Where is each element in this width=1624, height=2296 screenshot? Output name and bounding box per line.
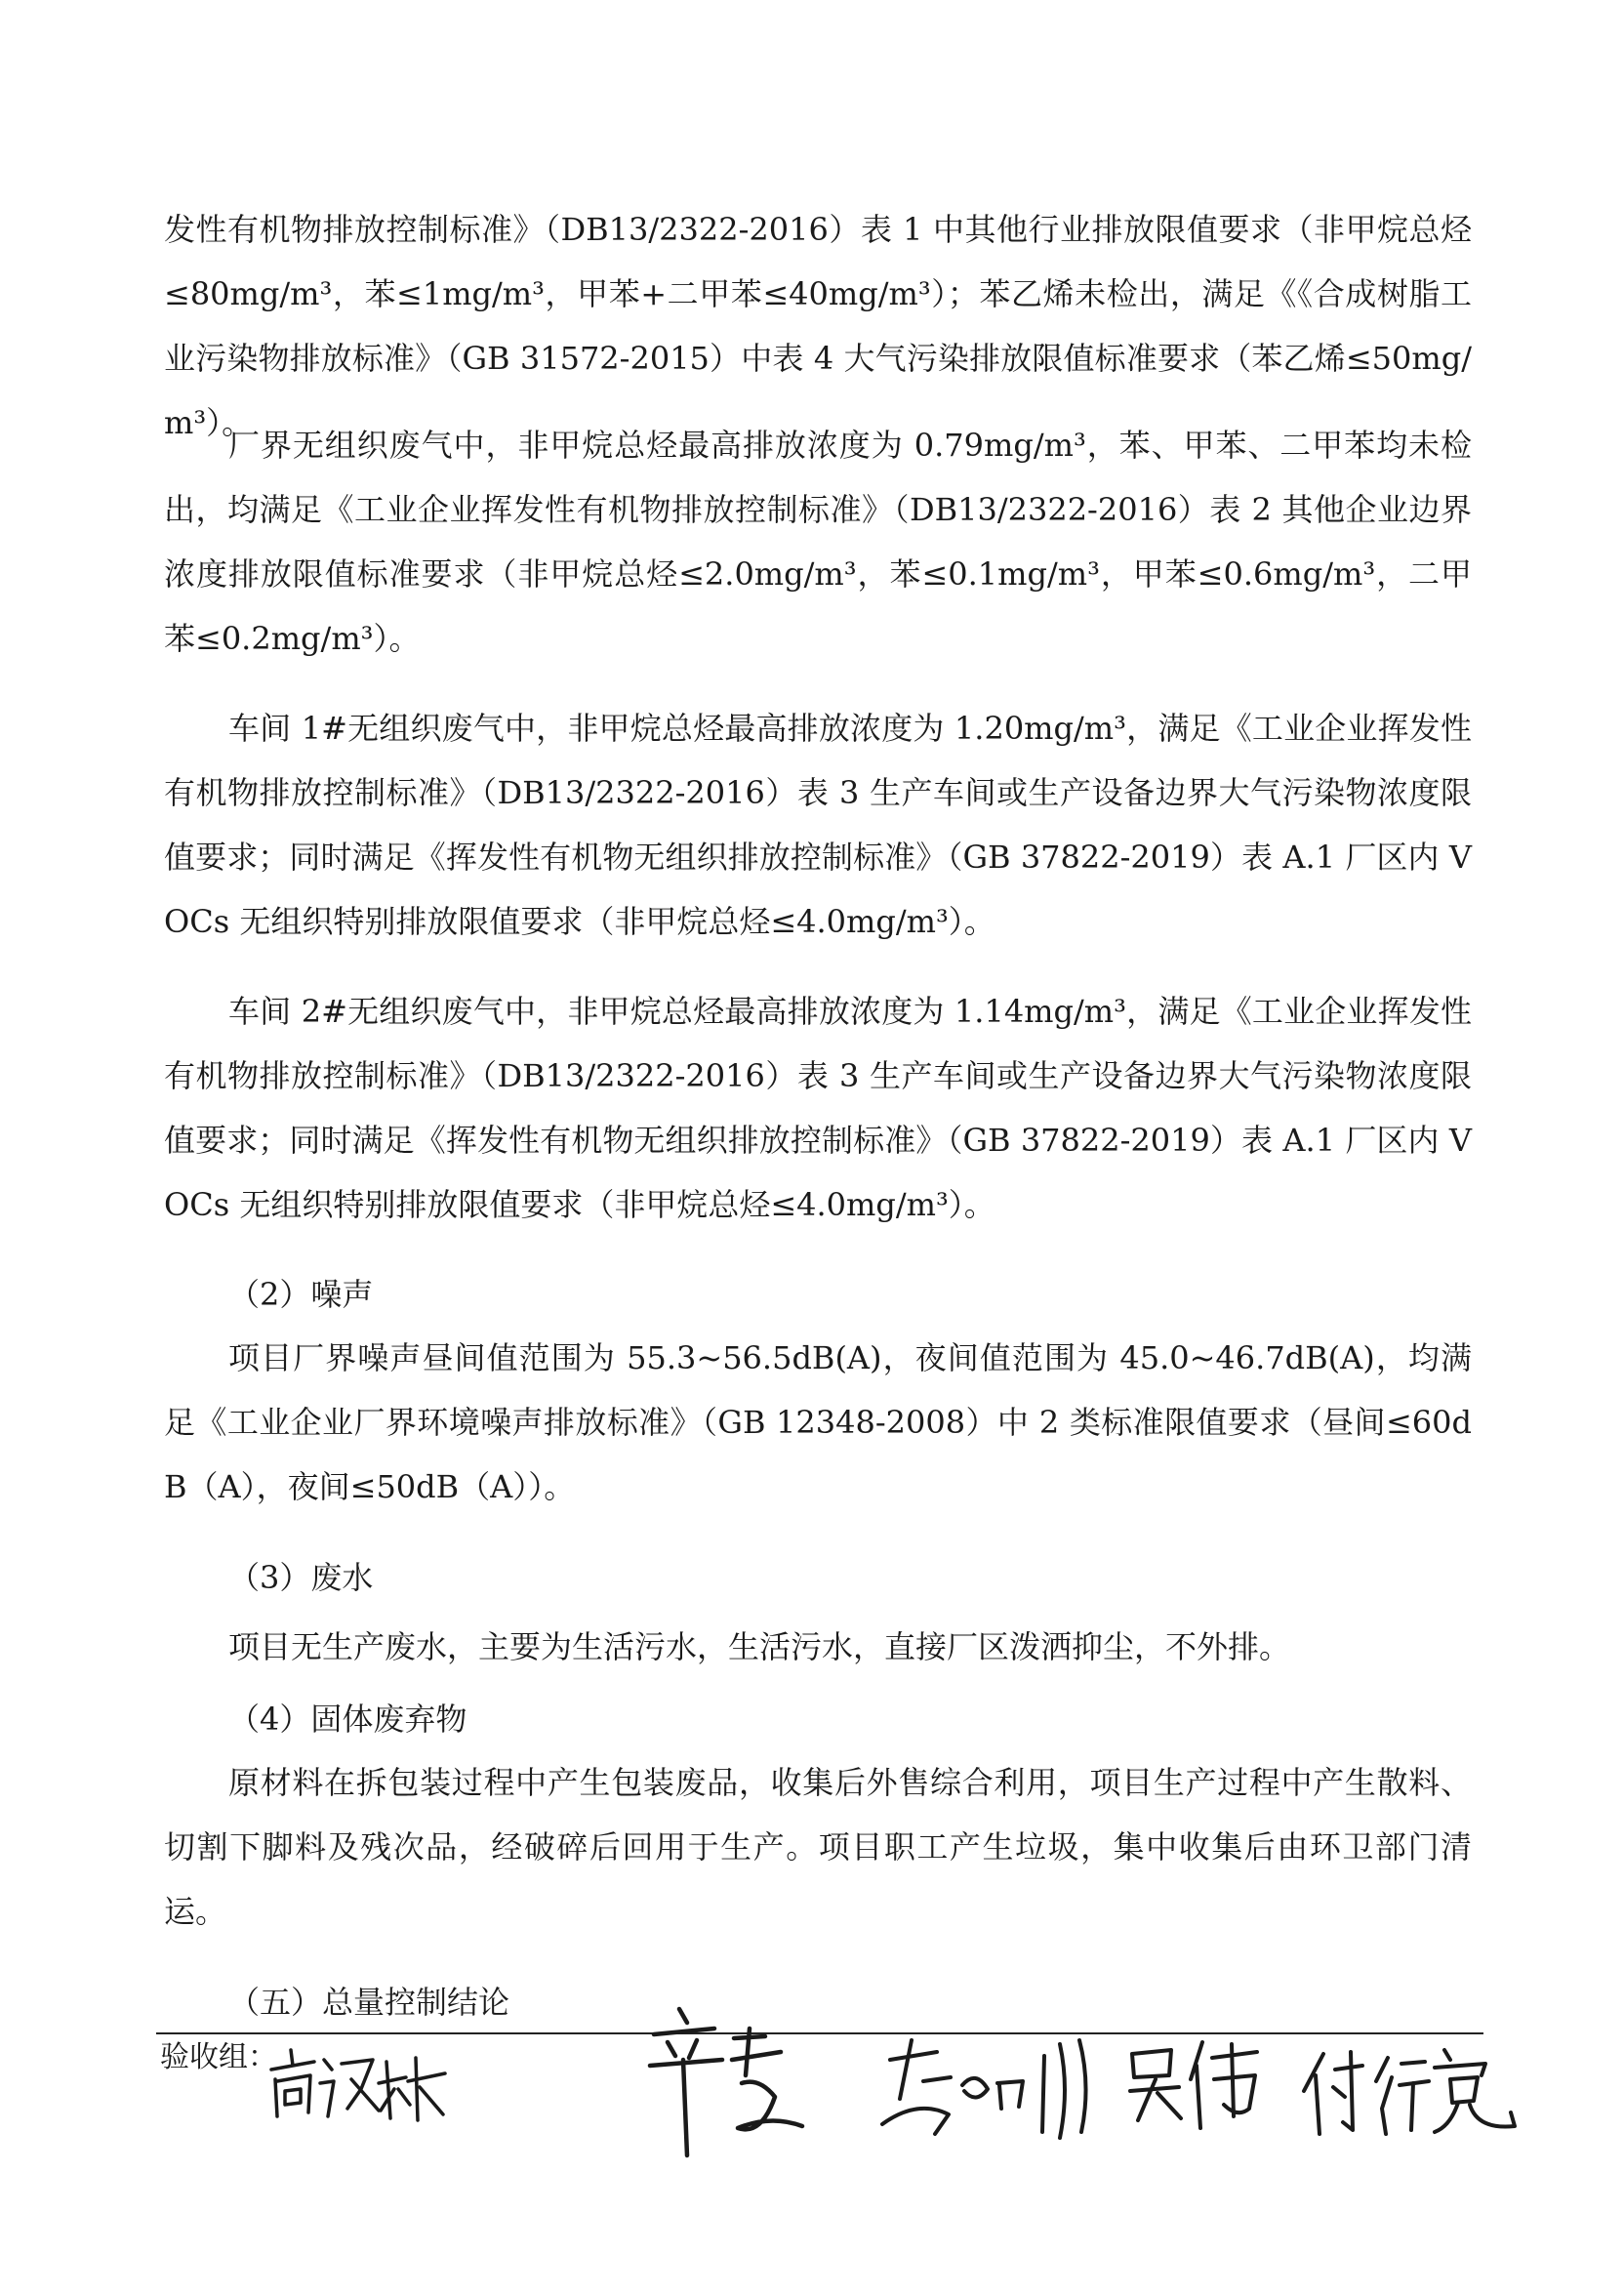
signature-wu	[1122, 2030, 1269, 2138]
paragraph-workshop-2: 车间 2#无组织废气中，非甲烷总烃最高排放浓度为 1.14mg/m³，满足《工业企业挥发性有机物排放控制标准》（DB13/2322-2016）表 3 生产车间或生产设备边界大气污染物浓度限值要求；同时满足《挥发性有机物无组织排放控制标准》（GB 37822-2019）表 A.1 厂区内 VOCs 无组织特别排放限值要求（非甲烷总烃≤4.0mg/m³）。	[164, 993, 1472, 1223]
signature-label: 验收组：	[160, 2040, 277, 2074]
paragraph-noise: 项目厂界噪声昼间值范围为 55.3~56.5dB(A)，夜间值范围为 45.0~46.7dB(A)，均满足《工业企业厂界环境噪声排放标准》（GB 12348-2008）中 2 类标准限值要求（昼间≤60dB（A），夜间≤50dB（A））。	[164, 1339, 1472, 1505]
signature-rule	[156, 2032, 1483, 2034]
signature-fu	[1298, 2036, 1542, 2144]
heading-noise: （2）噪声	[228, 1276, 374, 1313]
paragraph-workshop-1: 车间 1#无组织废气中，非甲烷总烃最高排放浓度为 1.20mg/m³，满足《工业企业挥发性有机物排放控制标准》（DB13/2322-2016）表 3 生产车间或生产设备边界大气污染物浓度限值要求；同时满足《挥发性有机物无组织排放控制标准》（GB 37822-2019）表 A.1 厂区内 VOCs 无组织特别排放限值要求（非甲烷总烃≤4.0mg/m³）。	[164, 710, 1472, 940]
heading-total-control: （五）总量控制结论	[228, 1984, 510, 2021]
signature-qin	[878, 2030, 1122, 2148]
signature-gao	[264, 2040, 459, 2128]
paragraph-solid-waste: 原材料在拆包装过程中产生包装废品，收集后外售综合利用，项目生产过程中产生散料、切割下脚料及残次品，经破碎后回用于生产。项目职工产生垃圾，集中收集后由环卫部门清运。	[164, 1764, 1472, 1930]
paragraph-voc-stack-limits: 发性有机物排放控制标准》（DB13/2322-2016）表 1 中其他行业排放限值要求（非甲烷总烃≤80mg/m³，苯≤1mg/m³，甲苯+二甲苯≤40mg/m³）；苯乙烯未检出，满足《《合成树脂工业污染物排放标准》（GB 31572-2015）中表 4 大气污染排放限值标准要求（苯乙烯≤50mg/m³）。	[164, 211, 1472, 441]
signature-xin	[644, 1999, 820, 2165]
heading-solid-waste: （4）固体废弃物	[228, 1701, 467, 1738]
heading-wastewater: （3）废水	[228, 1559, 374, 1596]
paragraph-boundary-fugitive: 厂界无组织废气中，非甲烷总烃最高排放浓度为 0.79mg/m³，苯、甲苯、二甲苯均未检出，均满足《工业企业挥发性有机物排放控制标准》（DB13/2322-2016）表 2 其他企业边界浓度排放限值标准要求（非甲烷总烃≤2.0mg/m³，苯≤0.1mg/m³，甲苯≤0.6mg/m³，二甲苯≤0.2mg/m³）。	[164, 427, 1472, 657]
paragraph-wastewater: 项目无生产废水，主要为生活污水，生活污水，直接厂区泼洒抑尘，不外排。	[228, 1628, 1291, 1665]
